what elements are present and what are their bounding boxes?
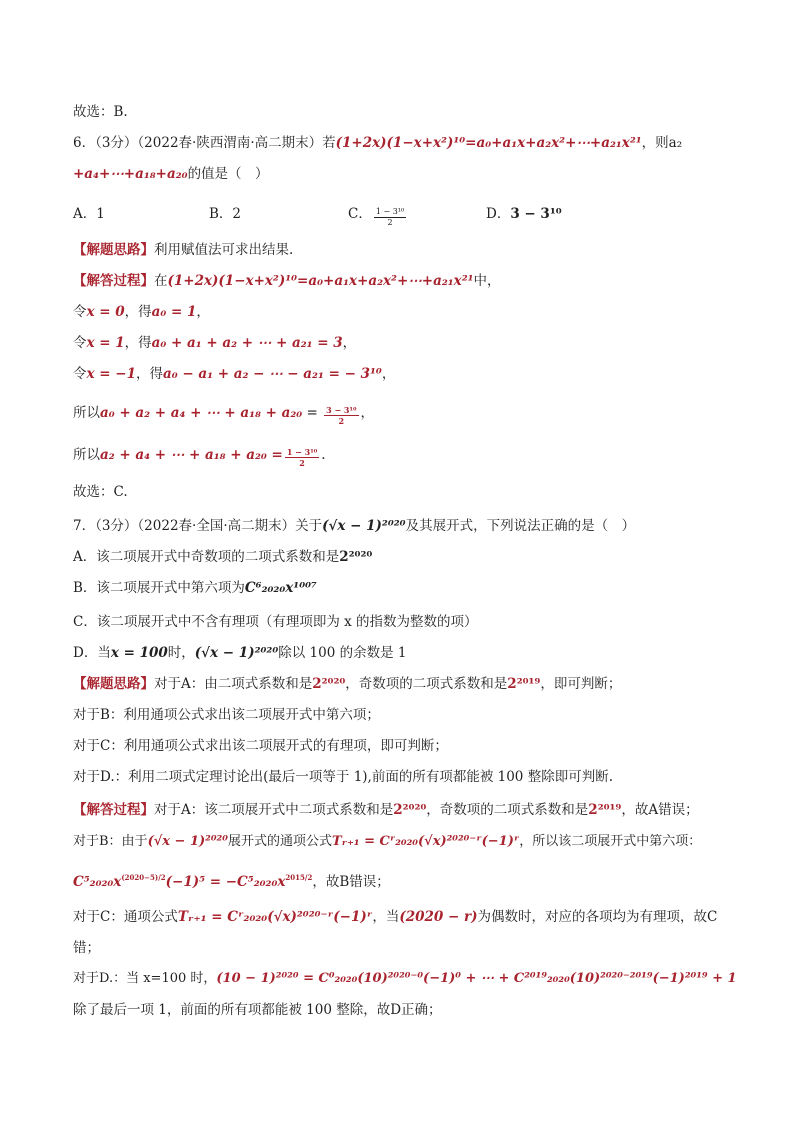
tag-label: 【解题思路】: [73, 676, 154, 692]
q7-option-b: B．该二项展开式中第六项为C⁶₂₀₂₀x¹⁰⁰⁷: [73, 580, 317, 596]
question-7-stem: 7．（3分）（2022春·全国·高二期末）关于(√x − 1)²⁰²⁰及其展开式，下列说法正确的是（ ）: [73, 518, 636, 534]
step-4: 所以a₀ + a₂ + a₄ + ⋯ + a₁₈ + a₂₀ = $\frac{\text{3 − 3¹⁰}}{2}$ ，: [73, 405, 375, 426]
option-d: D．3 − 3¹⁰: [486, 206, 562, 222]
tag-label: 【解答过程】: [73, 802, 154, 818]
option-b: B．2: [209, 206, 242, 222]
idea-d: 对于D.：利用二项式定理讨论出(最后一项等于 1),前面的所有项都能被 100 整除即可判断.: [73, 769, 613, 785]
question-6-stem-cont: +a₄+⋯+a₁₈+a₂₀的值是（ ）: [73, 166, 269, 182]
math-expression: (1+2x)(1−x+x²)¹⁰=a₀+a₁x+a₂x²+⋯+a₂₁x²¹: [167, 273, 474, 289]
process-b: 对于B：由于(√x − 1)²⁰²⁰展开式的通项公式Tᵣ₊₁ = Cʳ₂₀₂₀(√x)²⁰²⁰⁻ʳ(−1)ʳ，所以该二项展开式中第六项：: [73, 834, 702, 849]
solution-idea-6: 【解题思路】利用赋值法可求出结果.: [73, 242, 294, 258]
process-c: 对于C：通项公式Tᵣ₊₁ = Cʳ₂₀₂₀(√x)²⁰²⁰⁻ʳ(−1)ʳ，当(2020 − r)为偶数时，对应的各项均为有理项，故C: [73, 909, 718, 925]
solution-idea-7: 【解题思路】对于A：由二项式系数和是2²⁰²⁰，奇数项的二项式系数和是2²⁰¹⁹，即可判断；: [73, 676, 622, 692]
process-c-cont: 错；: [73, 940, 100, 956]
step-5: 所以a₂ + a₄ + ⋯ + a₁₈ + a₂₀ = $\frac{\text{1 − 3¹⁰}}{2}$ .: [73, 447, 326, 468]
math-expression: (1+2x)(1−x+x²)¹⁰=a₀+a₁x+a₂x²+⋯+a₂₁x²¹: [335, 135, 642, 151]
process-d: 对于D.：当 x=100 时，(10 − 1)²⁰²⁰ = C⁰₂₀₂₀(10)²⁰²⁰⁻⁰(−1)⁰ + ⋯ + C²⁰¹⁹₂₀₂₀(10)²⁰²⁰⁻²⁰¹⁹(−1)²⁰¹⁹ + 1: [73, 971, 737, 986]
step-2: 令x = 1，得a₀ + a₁ + a₂ + ⋯ + a₂₁ = 3，: [73, 335, 357, 351]
process-b-cont: $C^5_{2020}x^{(2020-5)/2}(-1)^5 = -C^5_{2020}x^{2015/2}$，故B错误；: [73, 873, 390, 890]
q7-option-a: A．该二项展开式中奇数项的二项式系数和是2²⁰²⁰: [73, 549, 373, 565]
question-6-stem: 6．（3分）（2022春·陕西渭南·高二期末）若(1+2x)(1−x+x²)¹⁰=a₀+a₁x+a₂x²+⋯+a₂₁x²¹，则a₂: [73, 135, 683, 151]
answer-line-6: 故选：C.: [73, 484, 128, 500]
option-c: C． $\frac{\text{1 − 3¹⁰}}{2}$: [348, 206, 405, 227]
idea-b: 对于B：利用通项公式求出该二项展开式中第六项；: [73, 707, 380, 723]
q7-option-c: C．该二项展开式中不含有理项（有理项即为 x 的指数为整数的项）: [73, 614, 478, 630]
option-a: A．1: [73, 206, 105, 222]
answer-line-5: 故选：B.: [73, 104, 128, 120]
math-expression: +a₄+⋯+a₁₈+a₂₀: [73, 166, 188, 182]
q7-option-d: D．当x = 100时，(√x − 1)²⁰²⁰除以 100 的余数是 1: [73, 645, 407, 661]
solution-process-6: 【解答过程】在(1+2x)(1−x+x²)¹⁰=a₀+a₁x+a₂x²+⋯+a₂₁x²¹中，: [73, 273, 501, 289]
process-d-cont: 除了最后一项 1，前面的所有项都能被 100 整除，故D正确；: [73, 1002, 442, 1018]
step-1: 令x = 0，得a₀ = 1，: [73, 304, 210, 320]
idea-c: 对于C：利用通项公式求出该二项展开式的有理项，即可判断；: [73, 738, 448, 754]
tag-label: 【解答过程】: [73, 273, 154, 289]
tag-label: 【解题思路】: [73, 242, 154, 258]
step-3: 令x = −1，得a₀ − a₁ + a₂ − ⋯ − a₂₁ = − 3¹⁰，: [73, 366, 396, 382]
solution-process-7: 【解答过程】对于A：该二项展开式中二项式系数和是2²⁰²⁰，奇数项的二项式系数和是2²⁰¹⁹，故A错误；: [73, 802, 699, 818]
